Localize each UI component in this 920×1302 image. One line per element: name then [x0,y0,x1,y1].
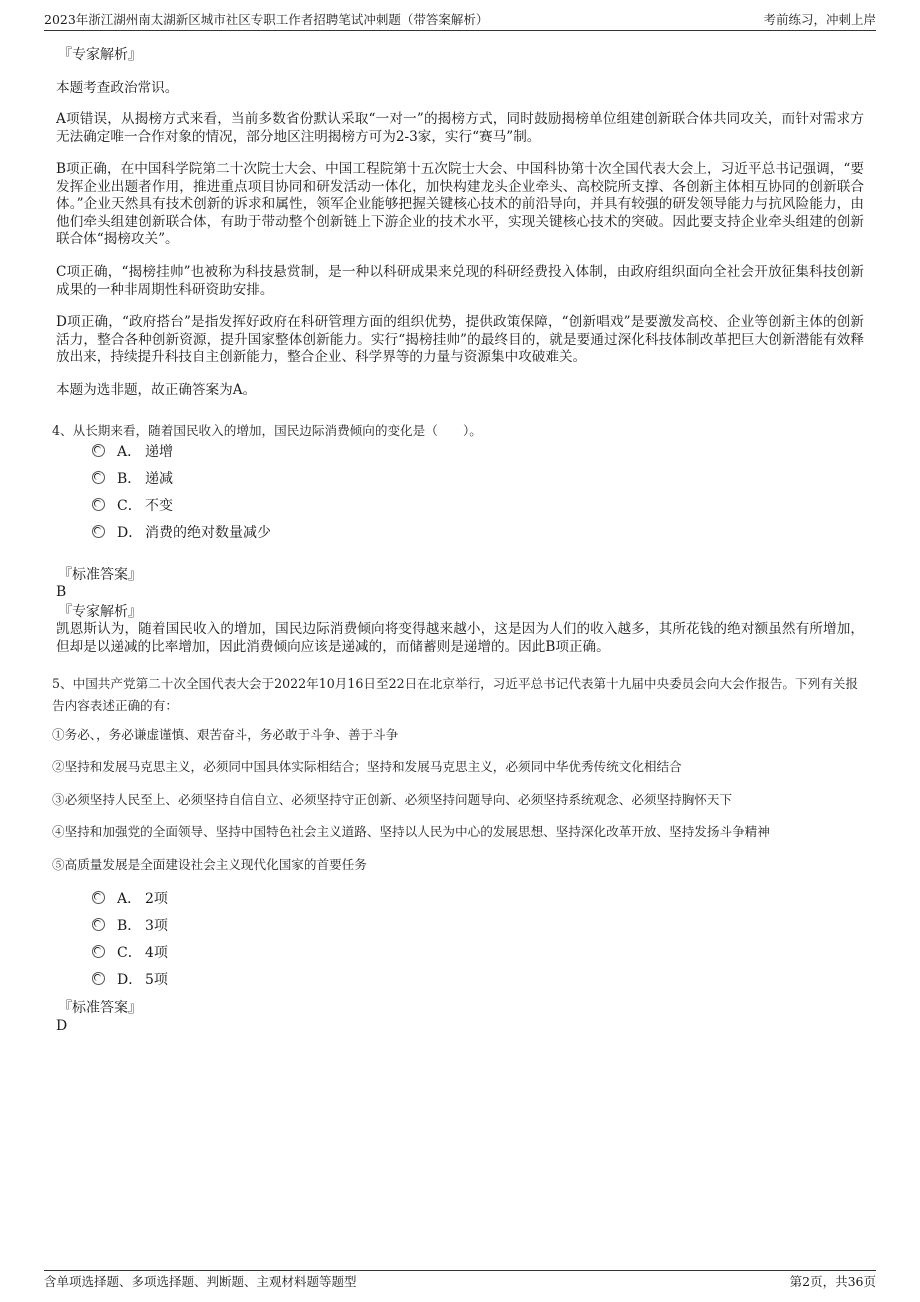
q4-question: 4、从长期来看，随着国民收入的增加，国民边际消费倾向的变化是（ ）。 [52,423,482,438]
q5-option-a[interactable]: A． 2项 [92,889,168,909]
q5-statement-3: ③必须坚持人民至上、必须坚持自信自立、必须坚持守正创新、必须坚持问题导向、必须坚持系统观念、必须坚持胸怀天下 [52,792,733,807]
radio-icon[interactable] [92,444,105,457]
q4-option-a[interactable]: A． 递增 [92,442,173,462]
option-text: 4项 [145,945,168,961]
document-title: 2023年浙江湖州南太湖新区城市社区专职工作者招聘笔试冲刺题（带答案解析） [44,12,489,27]
q5-statement-2: ②坚持和发展马克思主义，必须同中国具体实际相结合；坚持和发展马克思主义，必须同中华优秀传统文化相结合 [52,759,682,774]
q3-analysis-intro: 本题考查政治常识。 [56,80,179,96]
q4-analysis: 凯恩斯认为，随着国民收入的增加，国民边际消费倾向将变得越来越小，这是因为人们的收入越多，其所花钱的绝对额虽然有所增加，但却是以递减的比率增加，因此消费倾向应该是递减的，而储蓄则是递增的。因此B项正确。 [56,621,864,655]
q3-analysis-label: 『专家解析』 [58,47,142,63]
radio-icon[interactable] [92,918,105,931]
q5-statement-5: ⑤高质量发展是全面建设社会主义现代化国家的首要任务 [52,857,367,872]
option-text: 3项 [145,918,168,934]
q4-option-d[interactable]: D． 消费的绝对数量减少 [92,523,271,543]
q5-answer: D [56,1018,68,1034]
q3-analysis-a: A项错误，从揭榜方式来看，当前多数省份默认采取“一对一”的揭榜方式，同时鼓励揭榜单位组建创新联合体共同攻关，而针对需求方无法确定唯一合作对象的情况，部分地区注明揭榜方可为2-3家，实行“赛马”制。 [56,111,864,145]
radio-icon[interactable] [92,945,105,958]
q5-statement-1: ①务必、，务必谦虚谨慎、艰苦奋斗，务必敢于斗争、善于斗争 [52,727,399,742]
option-text: 不变 [145,498,173,514]
q5-question: 5、中国共产党第二十次全国代表大会于2022年10月16日至22日在北京举行，习近平总书记代表第十九届中央委员会向大会作报告。下列有关报告内容表述正确的有： [52,676,858,713]
footer-question-types: 含单项选择题、多项选择题、判断题、主观材料题等题型 [44,1274,357,1289]
radio-icon[interactable] [92,471,105,484]
q4-answer: B [56,584,67,600]
option-text: 5项 [145,972,168,988]
page-header [44,12,876,31]
q5-option-b[interactable]: B． 3项 [92,916,168,936]
q4-option-b[interactable]: B． 递减 [92,469,173,489]
option-text: 消费的绝对数量减少 [145,525,271,541]
q3-analysis-d: D项正确，“政府搭台”是指发挥好政府在科研管理方面的组织优势，提供政策保障，“创新唱戏”是要激发高校、企业等创新主体的创新活力，整合各种创新资源，提升国家整体创新能力。实行“揭榜挂帅”的最终目的，就是要通过深化科技体制改革把巨大创新潜能有效释放出来，持续提升科技自主创新能力，整合企业、科学界等的力量与资源集中攻破难关。 [56,314,864,366]
radio-icon[interactable] [92,498,105,511]
radio-icon[interactable] [92,525,105,538]
q5-statement-4: ④坚持和加强党的全面领导、坚持中国特色社会主义道路、坚持以人民为中心的发展思想、坚持深化改革开放、坚持发扬斗争精神 [52,824,770,839]
page-footer [44,1270,876,1289]
option-text: 2项 [145,891,168,907]
q4-analysis-label: 『专家解析』 [58,604,142,620]
option-text: 递减 [145,471,173,487]
q4-option-c[interactable]: C． 不变 [92,496,173,516]
q5-answer-label: 『标准答案』 [58,1000,142,1016]
option-text: 递增 [145,444,173,460]
radio-icon[interactable] [92,972,105,985]
header-slogan: 考前练习，冲刺上岸 [763,12,876,27]
q5-option-c[interactable]: C． 4项 [92,943,168,963]
q3-analysis-conclusion: 本题为选非题，故正确答案为A。 [56,382,257,398]
q5-option-d[interactable]: D． 5项 [92,970,168,990]
radio-icon[interactable] [92,891,105,904]
q4-answer-label: 『标准答案』 [58,567,142,583]
q3-analysis-b: B项正确，在中国科学院第二十次院士大会、中国工程院第十五次院士大会、中国科协第十次全国代表大会上，习近平总书记强调，“要发挥企业出题者作用，推进重点项目协同和研发活动一体化，加快构建龙头企业牵头、高校院所支撑、各创新主体相互协同的创新联合体。”企业天然具有技术创新的诉求和属性，领军企业能够把握关键核心技术的前沿导向，并具有较强的研发领导能力与抗风险能力，由他们牵头组建创新联合体，有助于带动整个创新链上下游企业的技术水平，实现关键核心技术的突破。因此要支持企业牵头组建的创新联合体“揭榜攻关”。 [56,161,864,248]
q3-analysis-c: C项正确，“揭榜挂帅”也被称为科技悬赏制，是一种以科研成果来兑现的科研经费投入体制，由政府组织面向全社会开放征集科技创新成果的一种非周期性科研资助安排。 [56,264,864,298]
page-number: 第2页，共36页 [789,1274,876,1289]
